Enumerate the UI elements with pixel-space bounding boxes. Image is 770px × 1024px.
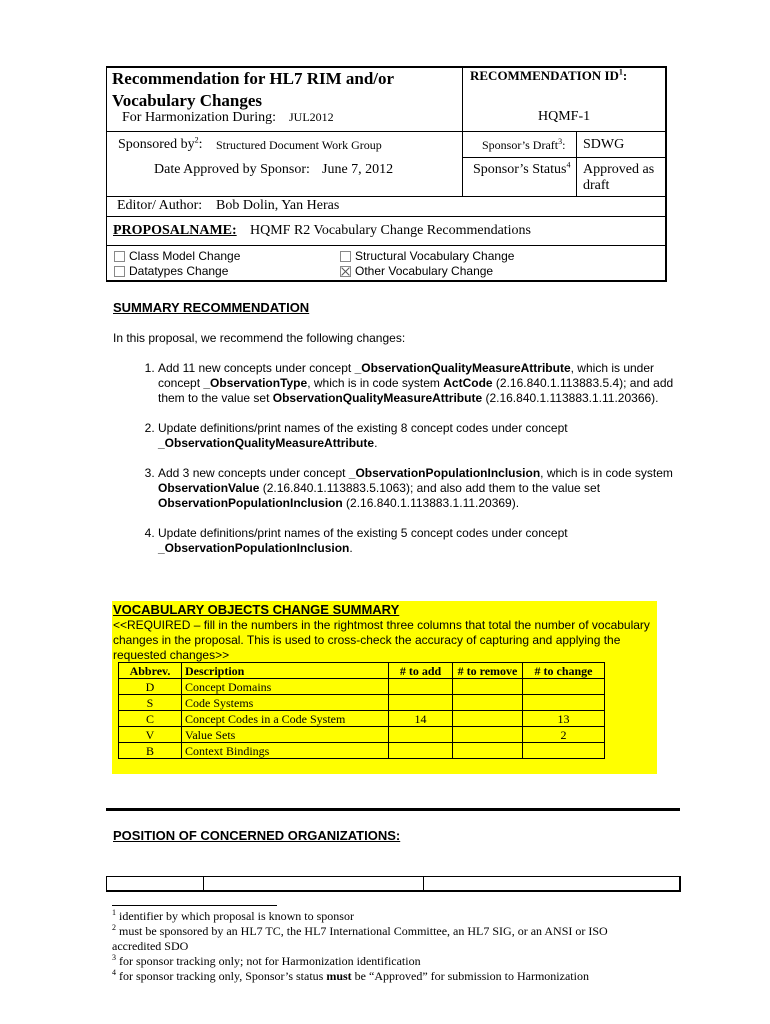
cell-abbrev: S	[119, 695, 182, 711]
cell-remove[interactable]	[453, 743, 523, 759]
table-row	[119, 679, 605, 695]
cell-remove[interactable]	[453, 679, 523, 695]
footnote-text: for sponsor tracking only; not for Harmonization identification	[116, 954, 421, 968]
cell-add[interactable]: 14	[389, 711, 453, 727]
cell-abbrev: V	[119, 727, 182, 743]
cell-change[interactable]	[523, 743, 605, 759]
cell-description: Context Bindings	[182, 743, 389, 759]
code-term: _ObservationPopulationInclusion	[348, 466, 541, 480]
text: , which is in code system	[307, 376, 444, 390]
change-type-label: Datatypes Change	[129, 264, 229, 278]
col-remove: # to remove	[453, 663, 523, 679]
col-abbrev: Abbrev.	[119, 663, 182, 679]
table-row	[119, 711, 605, 727]
sponsored-by-label	[118, 137, 203, 153]
checkbox-datatypes[interactable]	[114, 266, 125, 277]
col-add: # to add	[389, 663, 453, 679]
text: Update definitions/print names of the existing 5 concept codes under concept	[158, 526, 568, 540]
text: Add 3 new concepts under concept	[158, 466, 349, 480]
footnote-number: 4	[112, 968, 116, 977]
recommendation-id-value[interactable]: HQMF-1	[538, 109, 591, 124]
text: , which is in code system	[540, 466, 673, 480]
table-header-row	[119, 663, 605, 679]
cell-abbrev: D	[119, 679, 182, 695]
proposal-name-value[interactable]: HQMF R2 Vocabulary Change Recommendations	[250, 223, 532, 238]
cell-add[interactable]	[389, 743, 453, 759]
cell-add[interactable]	[389, 727, 453, 743]
footnote-number: 3	[112, 953, 116, 962]
col-description: Description	[182, 663, 389, 679]
cell-change[interactable]: 2	[523, 727, 605, 743]
table-row	[119, 743, 605, 759]
text: (2.16.840.1.113883.5.4); and add them to the value set	[158, 376, 674, 405]
footnote-text: be “Approved” for submission to Harmonization	[351, 969, 589, 983]
code-term: ObservationQualityMeasureAttribute	[272, 391, 483, 405]
change-type-label: Structural Vocabulary Change	[355, 249, 515, 263]
form-title: Recommendation for HL7 RIM and/or Vocabulary Changes	[112, 69, 394, 110]
footnote-text: identifier by which proposal is known to sponsor	[116, 909, 354, 923]
change-type-structural-vocab[interactable]	[340, 249, 514, 263]
sponsor-draft-value[interactable]: SDWG	[583, 137, 625, 152]
cell-add[interactable]	[389, 679, 453, 695]
section-divider	[106, 808, 680, 811]
date-approved-label: Date Approved by Sponsor:	[154, 162, 310, 177]
harmonization-label: For Harmonization During:	[122, 110, 276, 125]
vocab-summary-heading: VOCABULARY OBJECTS CHANGE SUMMARY	[113, 602, 400, 617]
change-type-datatypes[interactable]	[114, 264, 228, 278]
table-row	[119, 727, 605, 743]
sponsor-status-label	[473, 162, 570, 178]
vocab-change-table	[118, 662, 605, 759]
col-change: # to change	[523, 663, 605, 679]
proposal-name-label: PROPOSALNAME:	[113, 223, 237, 238]
change-type-label: Class Model Change	[129, 249, 241, 263]
editor-value[interactable]: Bob Dolin, Yan Heras	[216, 198, 340, 213]
checkbox-structural-vocab[interactable]	[340, 251, 351, 262]
cell-remove[interactable]	[453, 727, 523, 743]
footnote-text: must be sponsored by an HL7 TC, the HL7 International Committee, an HL7 SIG, or an ANSI or ISO accredited SDO	[112, 924, 608, 953]
footnote-4	[112, 969, 672, 984]
sponsor-draft-label	[482, 138, 565, 153]
code-term: _ObservationQualityMeasureAttribute	[354, 361, 571, 375]
text: .	[349, 541, 353, 555]
footnote-2	[112, 924, 652, 954]
list-item	[158, 421, 688, 451]
cell-change[interactable]	[523, 695, 605, 711]
cell-remove[interactable]	[453, 711, 523, 727]
footnote-3	[112, 954, 652, 969]
date-approved-value[interactable]: June 7, 2012	[322, 162, 394, 177]
checkbox-class-model[interactable]	[114, 251, 125, 262]
editor-label: Editor/ Author:	[117, 198, 203, 213]
footnote-ref-1: 1	[618, 67, 623, 77]
sponsor-draft-label-text: Sponsor’s Draft	[482, 138, 559, 152]
footnote-ref-2: 2	[194, 135, 199, 145]
change-type-other-vocab[interactable]	[340, 264, 493, 278]
recommendation-id-label-text: RECOMMENDATION ID	[470, 68, 619, 83]
vocab-summary-note: <<REQUIRED – fill in the numbers in the rightmost three columns that total the number of vocabulary changes in the proposal. This is used to cross-check the accuracy of capturing and applying the requested changes>>	[113, 618, 650, 662]
recommendation-list	[134, 361, 688, 571]
footnote-ref-3: 3	[558, 137, 563, 146]
text: (2.16.840.1.113883.1.11.20369).	[342, 496, 520, 510]
position-heading: POSITION OF CONCERNED ORGANIZATIONS:	[113, 828, 401, 843]
list-item	[158, 361, 688, 406]
sponsored-by-colon: :	[198, 137, 203, 152]
sponsor-status-value[interactable]: Approved as draft	[583, 162, 655, 193]
footnote-separator	[112, 905, 277, 906]
list-item	[158, 466, 688, 511]
footnote-emphasis: must	[326, 969, 352, 983]
cell-description: Concept Domains	[182, 679, 389, 695]
code-term: ActCode	[443, 376, 493, 390]
sponsored-by-value[interactable]: Structured Document Work Group	[216, 138, 382, 152]
footnote-number: 2	[112, 923, 116, 932]
cell-change[interactable]	[523, 679, 605, 695]
text: .	[374, 436, 378, 450]
cell-description: Code Systems	[182, 695, 389, 711]
cell-abbrev: C	[119, 711, 182, 727]
harmonization-value[interactable]: JUL2012	[289, 110, 334, 124]
code-term: ObservationValue	[158, 481, 260, 495]
text: , which is under concept	[158, 361, 655, 390]
sponsor-status-label-text: Sponsor’s Status	[473, 162, 567, 177]
cell-abbrev: B	[119, 743, 182, 759]
footnote-text: for sponsor tracking only, Sponsor’s status	[116, 969, 327, 983]
footnote-1	[112, 909, 652, 924]
sponsor-draft-colon: :	[562, 138, 566, 152]
recommendation-id-label	[470, 68, 627, 84]
cell-description: Value Sets	[182, 727, 389, 743]
change-type-label: Other Vocabulary Change	[355, 264, 494, 278]
text: (2.16.840.1.113883.1.11.20366).	[482, 391, 659, 405]
code-term: _ObservationQualityMeasureAttribute	[158, 436, 375, 450]
cell-description: Concept Codes in a Code System	[182, 711, 389, 727]
checkbox-other-vocab-checked[interactable]	[340, 266, 351, 277]
recommendation-id-colon: :	[622, 68, 628, 83]
code-term: _ObservationPopulationInclusion	[158, 541, 350, 555]
summary-heading: SUMMARY RECOMMENDATION	[113, 300, 310, 315]
cell-add[interactable]	[389, 695, 453, 711]
footnote-ref-4: 4	[566, 160, 571, 170]
code-term: _ObservationType	[203, 376, 308, 390]
summary-intro: In this proposal, we recommend the following changes:	[113, 331, 406, 345]
footnote-number: 1	[112, 908, 116, 917]
text: Add 11 new concepts under concept	[158, 361, 355, 375]
code-term: ObservationPopulationInclusion	[158, 496, 343, 510]
change-type-class-model[interactable]	[114, 249, 240, 263]
sponsored-by-label-text: Sponsored by	[118, 137, 195, 152]
cell-remove[interactable]	[453, 695, 523, 711]
cell-change[interactable]: 13	[523, 711, 605, 727]
table-row	[119, 695, 605, 711]
list-item	[158, 526, 688, 556]
text: Update definitions/print names of the existing 8 concept codes under concept	[158, 421, 568, 435]
text: (2.16.840.1.113883.5.1063); and also add them to the value set	[259, 481, 601, 495]
